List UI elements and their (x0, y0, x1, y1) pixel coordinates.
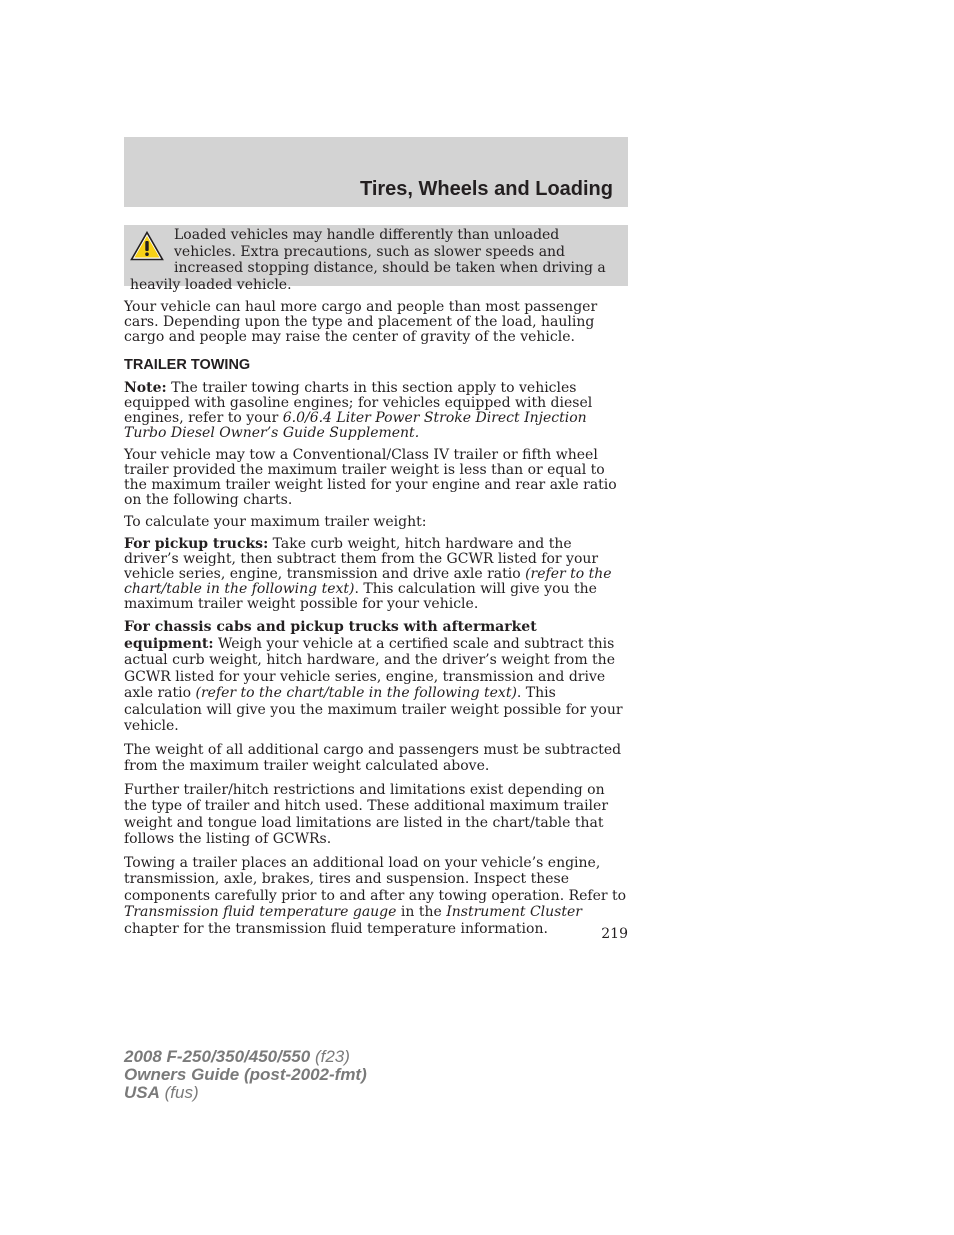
further-paragraph: Further trailer/hitch restrictions and limitations exist depending on the type of trailer and hitch used. These additional maximum trailer weight and tongue load limitations are listed in the chart/table that follows the listing of GCWRs. (124, 781, 609, 847)
warning-triangle-icon (130, 231, 164, 261)
note-label: Note: (124, 380, 167, 396)
chassis-end: . This calculation will give you the maximum trailer weight possible for your vehicle. (124, 685, 623, 734)
note-end: . (414, 425, 420, 441)
chassis-paragraph (124, 619, 628, 735)
intro-paragraph: Your vehicle can haul more cargo and people than most passenger cars. Depending upon the type and placement of the load, hauling cargo and people may raise the center of gravity of the vehicle. (124, 299, 598, 345)
document-footer (124, 1048, 367, 1102)
towing-load-text: Towing a trailer places an additional load on your vehicle’s engine, transmission, axle, brakes, tires and suspension. Inspect these components carefully prior to and after any towing operation. Refer to (124, 854, 627, 904)
chassis-reference: (refer to the chart/table in the following text) (195, 685, 517, 701)
page-number: 219 (601, 926, 628, 942)
footer-model-code: (f23) (310, 1047, 350, 1066)
footer-model: 2008 F-250/350/450/550 (124, 1047, 311, 1066)
cargo-paragraph: The weight of all additional cargo and passengers must be subtracted from the maximum trailer weight calculated above. (124, 741, 622, 774)
chassis-text: Weigh your vehicle at a certified scale and subtract this actual curb weight, hitch hardware, and the driver’s weight from the GCWR listed for your vehicle series, engine, transmission and drive axle ratio (124, 635, 615, 701)
footer-guide: Owners Guide (post-2002-fmt) (124, 1065, 367, 1084)
pickup-paragraph (124, 537, 628, 612)
chassis-label: For chassis cabs and pickup trucks with aftermarket equipment: (124, 619, 537, 652)
footer-market-code: (fus) (159, 1083, 199, 1102)
calc-paragraph: To calculate your maximum trailer weight: (124, 514, 427, 530)
chapter-title: Tires, Wheels and Loading (359, 178, 613, 200)
body-content (124, 300, 628, 944)
tow-paragraph: Your vehicle may tow a Conventional/Class IV trailer or fifth wheel trailer provided the maximum trailer weight is less than or equal to the maximum trailer weight listed for your engine and rear axle ratio on the following charts. (124, 447, 617, 508)
pickup-reference: (refer to the chart/table in the following text) (124, 566, 612, 597)
towing-load-end: chapter for the transmission fluid temperature information. (124, 920, 548, 937)
towing-load-paragraph (124, 855, 628, 938)
footer-line-1 (124, 1048, 367, 1066)
note-reference: 6.0/6.4 Liter Power Stroke Direct Injection Turbo Diesel Owner’s Guide Supplement (124, 410, 587, 441)
towing-load-mid: in the (396, 904, 447, 920)
chapter-header (124, 137, 628, 207)
pickup-end: . This calculation will give you the maximum trailer weight possible for your vehicle. (124, 581, 597, 612)
footer-line-3 (124, 1084, 367, 1102)
note-paragraph (124, 381, 628, 441)
warning-box (124, 225, 628, 293)
note-text: The trailer towing charts in this section apply to vehicles equipped with gasoline engines; for vehicles equipped with diesel engines, refer to your (124, 380, 593, 426)
pickup-text: Take curb weight, hitch hardware and the driver’s weight, then subtract them from the GCWR listed for your vehicle series, engine, transmission and drive axle ratio (124, 536, 599, 582)
footer-market: USA (124, 1083, 160, 1102)
footer-line-2 (124, 1066, 367, 1084)
section-heading: TRAILER TOWING (124, 357, 251, 373)
gauge-reference: Transmission fluid temperature gauge (124, 904, 397, 920)
cluster-reference: Instrument Cluster (446, 904, 582, 920)
warning-text: Loaded vehicles may handle differently than unloaded vehicles. Extra precautions, such as slower speeds and increased stopping distance, should be taken when driving a heavily loaded vehicle. (130, 227, 606, 293)
pickup-label: For pickup trucks: (124, 536, 269, 552)
